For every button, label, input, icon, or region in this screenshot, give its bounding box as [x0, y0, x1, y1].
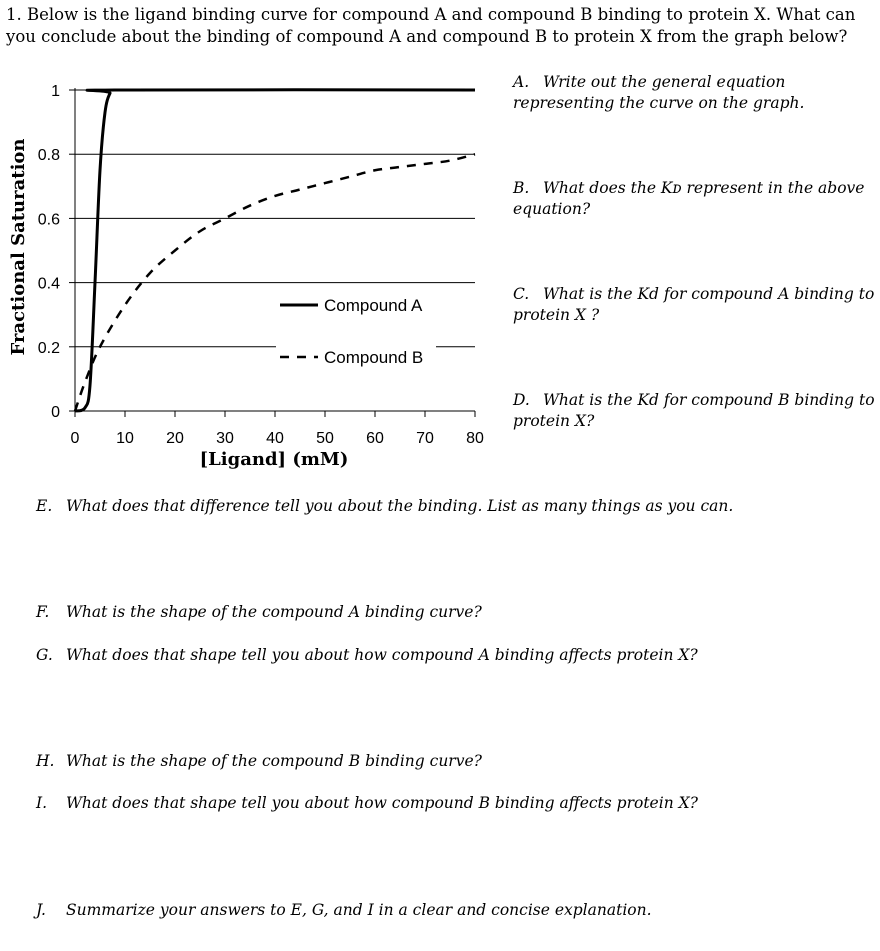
x-tick-label: 10	[116, 430, 134, 447]
binding-curve-chart	[0, 60, 500, 480]
x-tick-label: 80	[466, 430, 484, 447]
question-text: What does that difference tell you about the binding. List as many things as you can.	[66, 497, 734, 515]
y-tick-label: 0	[51, 404, 60, 421]
question-text: Summarize your answers to E, G, and I in a clear and concise explanation.	[66, 901, 652, 919]
y-axis-title: Fractional Saturation	[8, 138, 29, 356]
y-tick-label: 0.4	[37, 275, 60, 293]
x-tick-label: 0	[70, 430, 80, 447]
x-tick-label: 70	[416, 430, 434, 447]
question-f	[36, 602, 482, 623]
question-d	[513, 390, 875, 432]
question-text: What is the shape of the compound A binding curve?	[66, 603, 482, 621]
x-tick-label: 60	[366, 430, 384, 447]
y-tick-label: 0.8	[37, 147, 60, 165]
question-letter: H.	[36, 752, 55, 770]
question-text: What is the shape of the compound B binding curve?	[66, 752, 482, 770]
question-a	[513, 72, 875, 114]
x-tick-label: 30	[216, 430, 234, 447]
question-letter: F.	[36, 603, 50, 621]
x-tick-label: 40	[266, 430, 284, 447]
y-tick-label: 0.2	[37, 339, 60, 357]
question-letter: I.	[36, 794, 48, 812]
y-tick-label: 0.6	[37, 211, 60, 229]
legend-label: Compound B	[324, 348, 424, 367]
question-letter: J.	[36, 901, 46, 919]
question-text: What does the Kᴅ represent in the above equation?	[513, 179, 865, 218]
x-tick-label: 50	[316, 430, 334, 447]
question-b	[513, 178, 875, 220]
question-e	[36, 496, 733, 517]
legend	[276, 291, 436, 371]
question-letter: G.	[36, 646, 53, 664]
x-tick-label: 20	[166, 430, 184, 447]
question-intro: 1. Below is the ligand binding curve for compound A and compound B binding to protein X. What can you conclude about the binding of compound A and compound B to protein X from the graph below?	[6, 5, 856, 46]
question-j	[36, 900, 652, 921]
question-c	[513, 284, 875, 326]
question-letter: E.	[36, 497, 53, 515]
question-letter: A.	[513, 73, 530, 91]
question-h	[36, 751, 482, 772]
x-axis-title: [Ligand] (mM)	[199, 449, 349, 470]
question-letter: C.	[513, 285, 530, 303]
legend-label: Compound A	[324, 296, 423, 315]
question-text: What is the Kd for compound A binding to protein X ?	[513, 285, 875, 324]
question-text: What does that shape tell you about how compound A binding affects protein X?	[66, 646, 698, 664]
question-text: What is the Kd for compound B binding to protein X?	[513, 391, 875, 430]
question-text: What does that shape tell you about how compound B binding affects protein X?	[66, 794, 698, 812]
question-i	[36, 793, 698, 814]
question-letter: B.	[513, 179, 530, 197]
axes	[38, 83, 484, 447]
question-letter: D.	[513, 391, 530, 409]
question-g	[36, 645, 698, 666]
y-tick-label: 1	[51, 83, 60, 100]
question-text: Write out the general equation representing the curve on the graph.	[513, 73, 805, 112]
